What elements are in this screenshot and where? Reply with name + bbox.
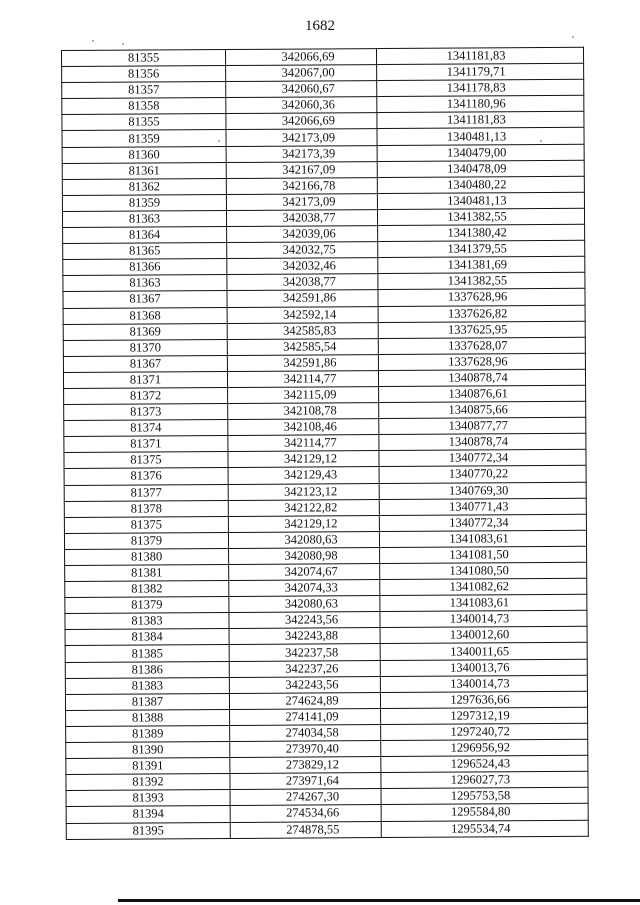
- y-coordinate-cell: 1340014,73: [380, 675, 587, 692]
- point-id-cell: 81376: [64, 468, 228, 485]
- x-coordinate-cell: 342067,00: [226, 65, 377, 82]
- y-coordinate-cell: 1341082,62: [380, 578, 587, 595]
- x-coordinate-cell: 342032,75: [227, 242, 378, 259]
- x-coordinate-cell: 274534,66: [230, 805, 381, 822]
- x-coordinate-cell: 274267,30: [230, 789, 381, 806]
- x-coordinate-cell: 274878,55: [230, 821, 381, 838]
- point-id-cell: 81366: [63, 259, 227, 276]
- x-coordinate-cell: 342237,58: [229, 644, 380, 661]
- point-id-cell: 81363: [63, 275, 227, 292]
- x-coordinate-cell: 342166,78: [226, 177, 377, 194]
- point-id-cell: 81394: [66, 806, 230, 823]
- point-id-cell: 81357: [62, 82, 226, 99]
- point-id-cell: 81359: [62, 130, 226, 147]
- y-coordinate-cell: 1340012,60: [380, 627, 587, 644]
- x-coordinate-cell: 342167,09: [226, 161, 377, 178]
- point-id-cell: 81383: [65, 613, 229, 630]
- y-coordinate-cell: 1341083,61: [380, 594, 587, 611]
- scan-speck: [572, 36, 574, 38]
- x-coordinate-cell: 342032,46: [227, 258, 378, 275]
- y-coordinate-cell: 1296524,43: [381, 755, 588, 772]
- x-coordinate-cell: 342038,77: [227, 274, 378, 291]
- point-id-cell: 81383: [65, 677, 229, 694]
- coordinates-table-container: [61, 47, 588, 840]
- y-coordinate-cell: 1341083,61: [379, 530, 586, 547]
- point-id-cell: 81371: [63, 371, 227, 388]
- point-id-cell: 81374: [64, 420, 228, 437]
- x-coordinate-cell: 342243,56: [229, 676, 380, 693]
- y-coordinate-cell: 1296027,73: [381, 772, 588, 789]
- x-coordinate-cell: 274141,09: [230, 708, 381, 725]
- scan-speck: [122, 43, 124, 45]
- y-coordinate-cell: 1340875,66: [379, 401, 586, 418]
- x-coordinate-cell: 342114,77: [227, 370, 378, 387]
- point-id-cell: 81371: [64, 436, 228, 453]
- point-id-cell: 81363: [62, 210, 226, 227]
- x-coordinate-cell: 342237,26: [229, 660, 380, 677]
- point-id-cell: 81369: [63, 323, 227, 340]
- point-id-cell: 81375: [64, 516, 228, 533]
- x-coordinate-cell: 342080,63: [228, 531, 379, 548]
- y-coordinate-cell: 1341080,50: [380, 562, 587, 579]
- point-id-cell: 81390: [66, 742, 230, 759]
- point-id-cell: 81393: [66, 790, 230, 807]
- x-coordinate-cell: 273829,12: [230, 757, 381, 774]
- point-id-cell: 81367: [63, 291, 227, 308]
- point-id-cell: 81385: [65, 645, 229, 662]
- scan-speck: [218, 140, 220, 142]
- page-number: 1682: [305, 18, 335, 34]
- y-coordinate-cell: 1297312,19: [381, 707, 588, 724]
- point-id-cell: 81379: [64, 532, 228, 549]
- y-coordinate-cell: 1340772,34: [379, 514, 586, 531]
- point-id-cell: 81388: [66, 709, 230, 726]
- x-coordinate-cell: 342039,06: [227, 226, 378, 243]
- x-coordinate-cell: 342129,12: [228, 451, 379, 468]
- point-id-cell: 81381: [65, 564, 229, 581]
- point-id-cell: 81365: [63, 243, 227, 260]
- point-id-cell: 81364: [63, 227, 227, 244]
- y-coordinate-cell: 1340772,34: [379, 450, 586, 467]
- y-coordinate-cell: 1340011,65: [380, 643, 587, 660]
- x-coordinate-cell: 342115,09: [228, 387, 379, 404]
- y-coordinate-cell: 1340769,30: [379, 482, 586, 499]
- coordinates-table: [61, 47, 589, 840]
- y-coordinate-cell: 1340481,13: [377, 192, 584, 209]
- y-coordinate-cell: 1340876,61: [379, 385, 586, 402]
- x-coordinate-cell: 342108,46: [228, 419, 379, 436]
- point-id-cell: 81372: [64, 387, 228, 404]
- table-row: [66, 820, 588, 839]
- point-id-cell: 81386: [65, 661, 229, 678]
- bottom-rule: [118, 899, 640, 902]
- y-coordinate-cell: 1341181,83: [377, 112, 584, 129]
- y-coordinate-cell: 1341379,55: [378, 240, 585, 257]
- y-coordinate-cell: 1340013,76: [380, 659, 587, 676]
- point-id-cell: 81395: [66, 822, 230, 839]
- point-id-cell: 81361: [62, 162, 226, 179]
- x-coordinate-cell: 342060,67: [226, 81, 377, 98]
- x-coordinate-cell: 342585,83: [227, 322, 378, 339]
- y-coordinate-cell: 1295534,74: [381, 820, 588, 837]
- coordinates-table-body: [62, 47, 589, 839]
- y-coordinate-cell: 1341380,42: [378, 224, 585, 241]
- y-coordinate-cell: 1295753,58: [381, 788, 588, 805]
- x-coordinate-cell: 342591,86: [227, 354, 378, 371]
- point-id-cell: 81370: [63, 339, 227, 356]
- x-coordinate-cell: 342066,69: [226, 113, 377, 130]
- y-coordinate-cell: 1337628,07: [378, 337, 585, 354]
- x-coordinate-cell: 342108,78: [228, 403, 379, 420]
- y-coordinate-cell: 1337628,96: [378, 289, 585, 306]
- point-id-cell: 81377: [64, 484, 228, 501]
- point-id-cell: 81380: [65, 548, 229, 565]
- y-coordinate-cell: 1295584,80: [381, 804, 588, 821]
- point-id-cell: 81356: [62, 66, 226, 83]
- y-coordinate-cell: 1296956,92: [381, 739, 588, 756]
- y-coordinate-cell: 1341181,83: [376, 47, 583, 64]
- x-coordinate-cell: 342080,98: [229, 547, 380, 564]
- x-coordinate-cell: 342591,86: [227, 290, 378, 307]
- point-id-cell: 81362: [62, 178, 226, 195]
- x-coordinate-cell: 342114,77: [228, 435, 379, 452]
- y-coordinate-cell: 1341382,55: [377, 208, 584, 225]
- y-coordinate-cell: 1340770,22: [379, 466, 586, 483]
- point-id-cell: 81384: [65, 629, 229, 646]
- point-id-cell: 81382: [65, 581, 229, 598]
- y-coordinate-cell: 1341382,55: [378, 273, 585, 290]
- point-id-cell: 81387: [65, 693, 229, 710]
- x-coordinate-cell: 274624,89: [229, 692, 380, 709]
- y-coordinate-cell: 1337626,82: [378, 305, 585, 322]
- y-coordinate-cell: 1337625,95: [378, 321, 585, 338]
- y-coordinate-cell: 1297240,72: [381, 723, 588, 740]
- y-coordinate-cell: 1340480,22: [377, 176, 584, 193]
- y-coordinate-cell: 1341180,96: [377, 96, 584, 113]
- point-id-cell: 81360: [62, 146, 226, 163]
- x-coordinate-cell: 342173,39: [226, 145, 377, 162]
- scan-speck: [92, 40, 94, 42]
- x-coordinate-cell: 342173,09: [226, 129, 377, 146]
- y-coordinate-cell: 1341179,71: [377, 63, 584, 80]
- point-id-cell: 81355: [62, 49, 226, 66]
- point-id-cell: 81359: [62, 194, 226, 211]
- y-coordinate-cell: 1341178,83: [377, 79, 584, 96]
- point-id-cell: 81373: [64, 404, 228, 421]
- y-coordinate-cell: 1341381,69: [378, 257, 585, 274]
- point-id-cell: 81358: [62, 98, 226, 115]
- y-coordinate-cell: 1340481,13: [377, 128, 584, 145]
- point-id-cell: 81367: [63, 355, 227, 372]
- x-coordinate-cell: 273971,64: [230, 773, 381, 790]
- x-coordinate-cell: 342080,63: [229, 596, 380, 613]
- y-coordinate-cell: 1340878,74: [379, 434, 586, 451]
- y-coordinate-cell: 1340479,00: [377, 144, 584, 161]
- y-coordinate-cell: 1340771,43: [379, 498, 586, 515]
- x-coordinate-cell: 342243,88: [229, 628, 380, 645]
- x-coordinate-cell: 342243,56: [229, 612, 380, 629]
- x-coordinate-cell: 342060,36: [226, 97, 377, 114]
- y-coordinate-cell: 1340877,77: [379, 417, 586, 434]
- point-id-cell: 81378: [64, 500, 228, 517]
- point-id-cell: 81392: [66, 774, 230, 791]
- y-coordinate-cell: 1341081,50: [380, 546, 587, 563]
- x-coordinate-cell: 342038,77: [226, 210, 377, 227]
- point-id-cell: 81391: [66, 758, 230, 775]
- x-coordinate-cell: 342074,33: [229, 580, 380, 597]
- x-coordinate-cell: 342173,09: [226, 193, 377, 210]
- y-coordinate-cell: 1337628,96: [378, 353, 585, 370]
- point-id-cell: 81379: [65, 597, 229, 614]
- x-coordinate-cell: 342592,14: [227, 306, 378, 323]
- scan-speck: [540, 140, 542, 142]
- y-coordinate-cell: 1297636,66: [380, 691, 587, 708]
- x-coordinate-cell: 342129,12: [228, 515, 379, 532]
- point-id-cell: 81355: [62, 114, 226, 131]
- y-coordinate-cell: 1340478,09: [377, 160, 584, 177]
- point-id-cell: 81389: [66, 725, 230, 742]
- x-coordinate-cell: 342123,12: [228, 483, 379, 500]
- x-coordinate-cell: 342129,43: [228, 467, 379, 484]
- x-coordinate-cell: 274034,58: [230, 724, 381, 741]
- x-coordinate-cell: 342066,69: [225, 49, 376, 66]
- point-id-cell: 81368: [63, 307, 227, 324]
- x-coordinate-cell: 342585,54: [227, 338, 378, 355]
- x-coordinate-cell: 342074,67: [229, 564, 380, 581]
- y-coordinate-cell: 1340014,73: [380, 611, 587, 628]
- y-coordinate-cell: 1340878,74: [378, 369, 585, 386]
- x-coordinate-cell: 342122,82: [228, 499, 379, 516]
- point-id-cell: 81375: [64, 452, 228, 469]
- x-coordinate-cell: 273970,40: [230, 741, 381, 758]
